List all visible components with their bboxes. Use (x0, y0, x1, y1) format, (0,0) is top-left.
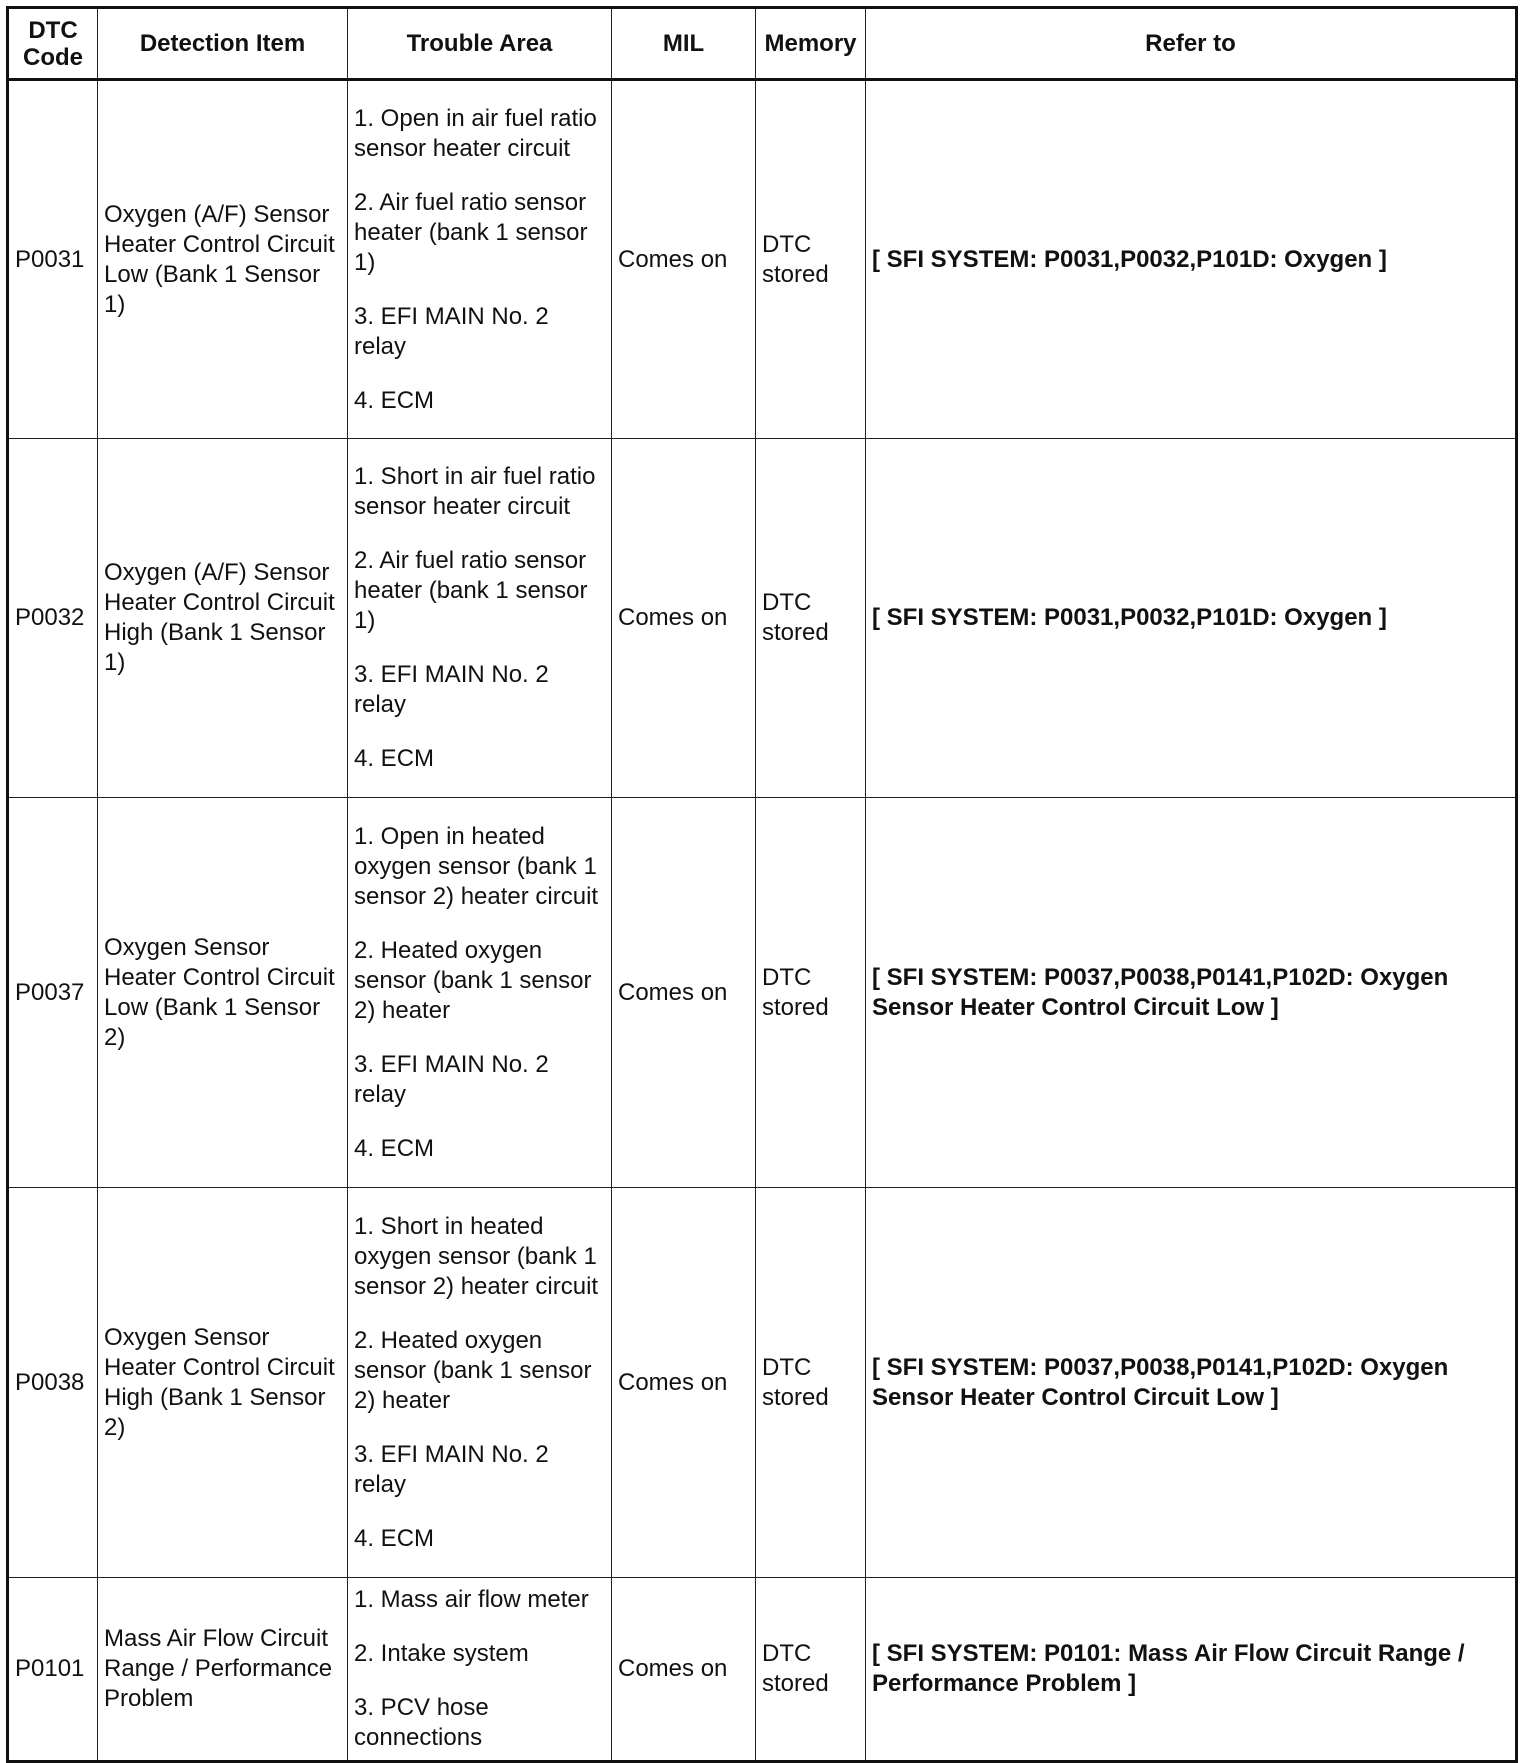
table-body (8, 80, 1517, 1762)
refer-to-cell: [ SFI SYSTEM: P0031,P0032,P101D: Oxygen ] (866, 439, 1517, 798)
trouble-area-item: 2. Air fuel ratio sensor heater (bank 1 sensor 1) (354, 188, 588, 276)
trouble-area-item: 1. Short in air fuel ratio sensor heater circuit (354, 463, 596, 520)
mil-cell: Comes on (612, 1188, 756, 1578)
trouble-area-cell (348, 1578, 612, 1762)
refer-to-cell: [ SFI SYSTEM: P0037,P0038,P0141,P102D: Oxygen Sensor Heater Control Circuit Low ] (866, 798, 1517, 1188)
trouble-area-cell (348, 1188, 612, 1578)
detection-item-cell: Oxygen (A/F) Sensor Heater Control Circuit Low (Bank 1 Sensor 1) (98, 80, 348, 439)
trouble-area-item: 3. EFI MAIN No. 2 relay (354, 661, 549, 718)
detection-item-cell: Oxygen Sensor Heater Control Circuit Low (Bank 1 Sensor 2) (98, 798, 348, 1188)
mil-cell: Comes on (612, 439, 756, 798)
header-memory: Memory (756, 8, 866, 80)
table-row (8, 439, 1517, 798)
trouble-area-item: 3. EFI MAIN No. 2 relay (354, 1440, 549, 1498)
refer-to-cell: [ SFI SYSTEM: P0101: Mass Air Flow Circuit Range / Performance Problem ] (866, 1578, 1517, 1762)
trouble-area-item: 3. PCV hose connections (354, 1694, 489, 1751)
trouble-area-item: 2. Intake system (354, 1640, 529, 1667)
refer-to-cell: [ SFI SYSTEM: P0031,P0032,P101D: Oxygen ] (866, 80, 1517, 439)
trouble-area-cell (348, 798, 612, 1188)
detection-item-cell: Oxygen (A/F) Sensor Heater Control Circuit High (Bank 1 Sensor 1) (98, 439, 348, 798)
memory-cell: DTC stored (756, 1188, 866, 1578)
refer-to-cell: [ SFI SYSTEM: P0037,P0038,P0141,P102D: Oxygen Sensor Heater Control Circuit Low ] (866, 1188, 1517, 1578)
header-refer-to: Refer to (866, 8, 1517, 80)
dtc-code-cell: P0038 (8, 1188, 98, 1578)
detection-item-cell: Mass Air Flow Circuit Range / Performance Problem (98, 1578, 348, 1762)
dtc-code-cell: P0101 (8, 1578, 98, 1762)
table-row (8, 1578, 1517, 1762)
table-row (8, 1188, 1517, 1578)
trouble-area-cell (348, 439, 612, 798)
trouble-area-item: 4. ECM (354, 1524, 435, 1552)
mil-cell: Comes on (612, 798, 756, 1188)
memory-cell: DTC stored (756, 798, 866, 1188)
mil-cell: Comes on (612, 80, 756, 439)
trouble-area-item: 1. Mass air flow meter (354, 1586, 589, 1613)
trouble-area-item: 1. Short in heated oxygen sensor (bank 1 sensor 2) heater circuit (354, 1212, 599, 1300)
trouble-area-item: 4. ECM (354, 1134, 435, 1162)
dtc-code-cell: P0037 (8, 798, 98, 1188)
table-row (8, 798, 1517, 1188)
trouble-area-item: 2. Heated oxygen sensor (bank 1 sensor 2) heater (354, 936, 592, 1024)
trouble-area-cell (348, 80, 612, 439)
trouble-area-item: 2. Air fuel ratio sensor heater (bank 1 sensor 1) (354, 547, 588, 634)
memory-cell: DTC stored (756, 1578, 866, 1762)
trouble-area-item: 4. ECM (354, 386, 435, 414)
trouble-area-item: 3. EFI MAIN No. 2 relay (354, 302, 549, 360)
header-row (8, 8, 1517, 80)
trouble-area-item: 1. Open in heated oxygen sensor (bank 1 sensor 2) heater circuit (354, 822, 599, 910)
memory-cell: DTC stored (756, 439, 866, 798)
dtc-code-cell: P0032 (8, 439, 98, 798)
detection-item-cell: Oxygen Sensor Heater Control Circuit High (Bank 1 Sensor 2) (98, 1188, 348, 1578)
trouble-area-item: 2. Heated oxygen sensor (bank 1 sensor 2) heater (354, 1326, 592, 1414)
mil-cell: Comes on (612, 1578, 756, 1762)
trouble-area-item: 4. ECM (354, 745, 435, 772)
dtc-table (6, 6, 1518, 1763)
trouble-area-item: 1. Open in air fuel ratio sensor heater circuit (354, 104, 597, 162)
header-dtc-code: DTC Code (8, 8, 98, 80)
header-mil: MIL (612, 8, 756, 80)
dtc-code-cell: P0031 (8, 80, 98, 439)
trouble-area-item: 3. EFI MAIN No. 2 relay (354, 1050, 549, 1108)
memory-cell: DTC stored (756, 80, 866, 439)
table-row (8, 80, 1517, 439)
header-trouble-area: Trouble Area (348, 8, 612, 80)
header-detection-item: Detection Item (98, 8, 348, 80)
